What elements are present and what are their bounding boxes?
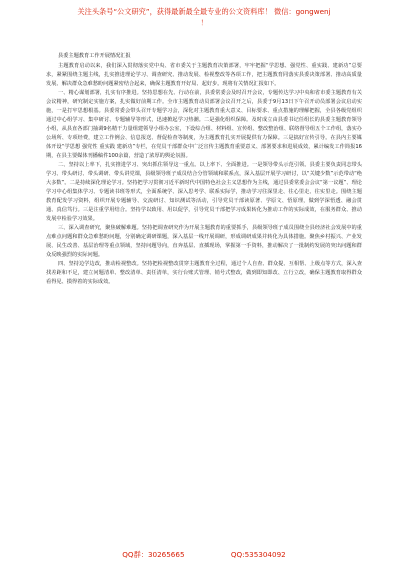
document-title: 县委主题教育工作开展情况汇报	[58, 53, 131, 59]
paragraph-section-1: 一、精心谋划部署，扎实有序推进。坚持思想在先、行动在前，县委常委会及时召开会议，专题传达学习中央和省市委主题教育有关会议精神，研究制定实施方案，扎实做好前期工作。全市主题教育动员部署会议召开之后，县委于9月13日下午召开动员部署会议启动实施，一是打牢思想根基。县委常委会带头召开专题学习会，深化对主题教育重大意义、目标要求、重点措施的理解把握，全县各级党组织通过中心组学习、集中研讨、专题辅导等形式，迅速掀起学习热潮。二是强化组织保障。及时成立由县委书记任组长的县委主题教育领导小组，从县直各部门抽调9名精干力量组建领导小组办公室，下设综合组、材料组、宣传组、整改整治组、联络督导组五个工作组，落实办公场所、专项经费，建立工作例会、信息报送、督促检查等制度，为主题教育扎实开展提供有力保障。三是搞好宣传引导。在县内主要媒体开设“学思想 强党性 重实践 建新功”专栏，在党员干部群众中广泛宣传主题教育重要意义、部署要求和进展成效，累计编发工作简报16期，在县主要媒体刊播稿件100余篇，营造了浓厚的舆论氛围。	[46, 90, 362, 159]
paragraph-section-2: 二、坚持以上率下，扎实推进学习、突出抓住领导这一重点。以上率下、全面推进。一是领导带头示范引领。县委主要负责同志带头学习、带头研讨、带头调研、带头讲党课，县级领导班子成员结合分管领域和联系点，深入基层开展学习研讨，以“关键少数”示范带动“绝大多数”。二是持续深化理论学习。坚持把学习贯彻习近平新时代中国特色社会主义思想作为主线，通过县委常委会会议“第一议题”、理论学习中心组集体学习、专题读书班等形式，全面系统学、深入思考学、联系实际学，推动学习往深里走、往心里走、往实里走。围绕主题教育配发学习资料，组织开展专题辅导、交流研讨、知识测试等活动，引导党员干部读原著、学原文、悟原理，做到学深悟透、融会贯通、真信笃行。三是注重学用结合。坚持学以致用、用以促学，引导党员干部把学习成果转化为推动工作的实际成效，在服务群众、推动发展中检验学习效果。	[46, 162, 362, 222]
promo-banner-line2: ！	[200, 19, 208, 27]
qq-number-text: QQ:535304092	[230, 550, 286, 559]
paragraph-section-3: 三、深入调查研究，聚焦破解难题。坚持把调查研究作为开展主题教育的重要抓手，县级领导班子成员围绕全县经济社会发展中的重点难点问题和群众急难愁盼问题，分别确定调研课题，深入基层一线开展调研，形成调研成果并转化为具体措施。聚焦乡村振兴、产业发展、民生改善、基层治理等重点领域，坚持问题导向，直奔基层、直插现场，掌握第一手资料，推动解决了一批制约发展的突出问题和群众反映强烈的实际问题。	[46, 225, 362, 258]
promo-banner-line1: 关注头条号“公文研究”，获得最新最全最专业的公文资料库！ 微信：gongwenj	[77, 7, 331, 16]
contact-footer	[0, 550, 408, 564]
document-body	[46, 52, 362, 530]
paragraph-section-4: 四、坚持边学边改，推动检视整改。坚持把检视整改贯穿主题教育全过程，通过个人自查、群众提、互相帮、上级点等方式，深入查找差距和不足，建立问题清单、整改清单、责任清单，实行台账式管理、销号式整改，做到即知即改、立行立改，确保主题教育取得群众看得见、摸得着的实际成效。	[46, 261, 362, 285]
promo-banner	[0, 6, 408, 40]
qq-group-text: QQ群：30265665	[122, 550, 185, 559]
paragraph-intro: 主题教育启动以来，我们深入贯彻落实党中央、省市委关于主题教育决策部署，牢牢把握“学思想、强党性、重实践、建新功”总要求，紧紧围绕主题主线，扎实推进理论学习、调查研究、推动发展、检视整改等各项工作，把主题教育同落实县委决策部署、推动高质量发展、解决群众急难愁盼问题紧密结合起来，确保主题教育开好局、起好步。现将有关情况汇报如下。	[46, 63, 362, 87]
